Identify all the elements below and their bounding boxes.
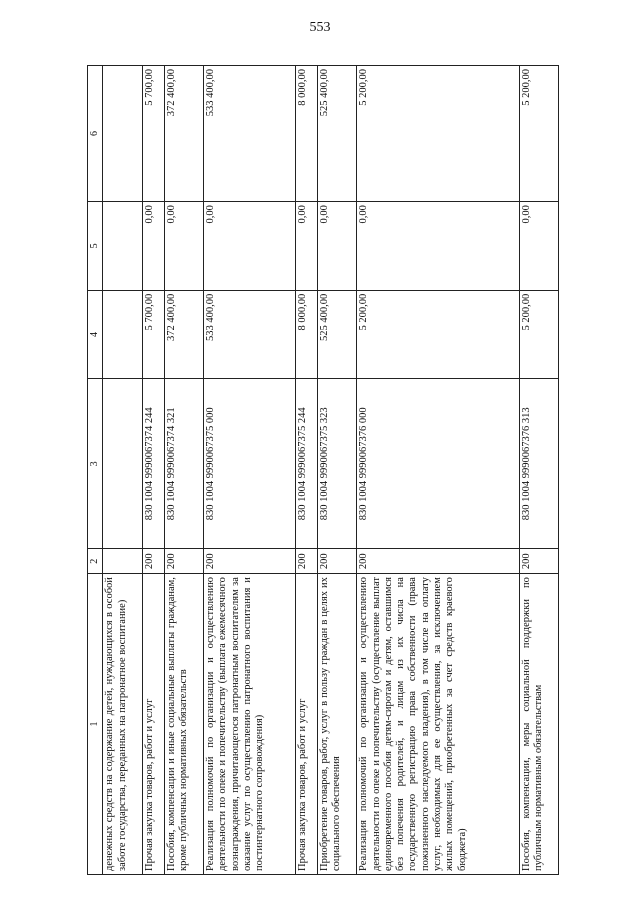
row-amount-col6-cell bbox=[103, 66, 142, 202]
row-name-cell: Прочая закупка товаров, работ и услуг bbox=[142, 574, 164, 875]
table-row bbox=[142, 66, 164, 875]
row-amount-col6-cell: 533 400,00 bbox=[203, 66, 295, 202]
row-name-cell: Реализация полномочий по организации и осуществлению деятельности по опеке и попечительству (осуществление выплат единовременного пособия детям-сиротам и детям, оставшимся без попечения родителей, и лицам из их числа на государственную регистрацию права собственности (права пожизненного наследуемого владения), в том числе на оплату услуг, необходимых для ее осуществления, за исключением жилых помещений, приобретенных за счет средств краевого бюджета) bbox=[357, 574, 519, 875]
row-amount-col6-cell: 5 700,00 bbox=[142, 66, 164, 202]
row-code-cell: 200 bbox=[164, 549, 203, 574]
row-amount-col5-cell: 0,00 bbox=[164, 202, 203, 291]
row-name-cell: Пособия, компенсации и иные социальные выплаты гражданам, кроме публичных нормативных обязательств bbox=[164, 574, 203, 875]
row-amount-col4-cell: 8 000,00 bbox=[295, 290, 317, 379]
row-code-cell: 200 bbox=[203, 549, 295, 574]
row-kbk-cell: 830 1004 9990067376 000 bbox=[357, 379, 519, 549]
table-row bbox=[357, 66, 519, 875]
row-amount-col4-cell bbox=[103, 290, 142, 379]
row-amount-col4-cell: 525 400,00 bbox=[317, 290, 356, 379]
row-amount-col5-cell: 0,00 bbox=[142, 202, 164, 291]
column-header-2: 2 bbox=[88, 549, 103, 574]
row-amount-col6-cell: 8 000,00 bbox=[295, 66, 317, 202]
row-code-cell: 200 bbox=[142, 549, 164, 574]
row-code-cell: 200 bbox=[519, 549, 558, 574]
column-header-3: 3 bbox=[88, 379, 103, 549]
table-header-row bbox=[88, 66, 103, 875]
budget-table bbox=[87, 65, 559, 875]
row-name-cell: Прочая закупка товаров, работ и услуг bbox=[295, 574, 317, 875]
row-name-cell: Реализация полномочий по организации и осуществлению деятельности по опеке и попечительству (выплата ежемесячного вознаграждения, причитающегося патронатным воспитателям за оказание услуг по осуществлению патронатного воспитания и постинтернатного сопровождения) bbox=[203, 574, 295, 875]
row-amount-col4-cell: 5 200,00 bbox=[519, 290, 558, 379]
table-row bbox=[203, 66, 295, 875]
table-row bbox=[295, 66, 317, 875]
rotated-table-wrapper bbox=[87, 65, 559, 875]
row-kbk-cell: 830 1004 9990067376 313 bbox=[519, 379, 558, 549]
row-kbk-cell: 830 1004 9990067374 321 bbox=[164, 379, 203, 549]
row-code-cell: 200 bbox=[317, 549, 356, 574]
row-kbk-cell: 830 1004 9990067375 323 bbox=[317, 379, 356, 549]
row-code-cell: 200 bbox=[357, 549, 519, 574]
row-amount-col6-cell: 525 400,00 bbox=[317, 66, 356, 202]
row-amount-col5-cell: 0,00 bbox=[295, 202, 317, 291]
row-kbk-cell: 830 1004 9990067375 244 bbox=[295, 379, 317, 549]
row-amount-col5-cell: 0,00 bbox=[317, 202, 356, 291]
budget-table-grid bbox=[87, 65, 559, 875]
row-code-cell: 200 bbox=[295, 549, 317, 574]
row-name-cell: Пособия, компенсации, меры социальной поддержки по публичным нормативным обязательствам bbox=[519, 574, 558, 875]
row-amount-col4-cell: 5 200,00 bbox=[357, 290, 519, 379]
row-code-cell bbox=[103, 549, 142, 574]
row-amount-col4-cell: 5 700,00 bbox=[142, 290, 164, 379]
row-amount-col6-cell: 372 400,00 bbox=[164, 66, 203, 202]
row-amount-col4-cell: 533 400,00 bbox=[203, 290, 295, 379]
row-kbk-cell bbox=[103, 379, 142, 549]
table-row bbox=[103, 66, 142, 875]
row-amount-col5-cell bbox=[103, 202, 142, 291]
table-row bbox=[519, 66, 558, 875]
page-number: 553 bbox=[309, 20, 331, 35]
column-header-6: 6 bbox=[88, 66, 103, 202]
row-name-cell: денежных средств на содержание детей, нуждающихся в особой заботе государства, переданных на патронатное воспитание) bbox=[103, 574, 142, 875]
table-row bbox=[317, 66, 356, 875]
column-header-1: 1 bbox=[88, 574, 103, 875]
row-amount-col5-cell: 0,00 bbox=[519, 202, 558, 291]
column-header-5: 5 bbox=[88, 202, 103, 291]
row-name-cell: Приобретение товаров, работ, услуг в пользу граждан в целях их социального обеспечения bbox=[317, 574, 356, 875]
row-amount-col4-cell: 372 400,00 bbox=[164, 290, 203, 379]
row-amount-col6-cell: 5 200,00 bbox=[357, 66, 519, 202]
row-kbk-cell: 830 1004 9990067375 000 bbox=[203, 379, 295, 549]
row-amount-col6-cell: 5 200,00 bbox=[519, 66, 558, 202]
row-kbk-cell: 830 1004 9990067374 244 bbox=[142, 379, 164, 549]
column-header-4: 4 bbox=[88, 290, 103, 379]
row-amount-col5-cell: 0,00 bbox=[203, 202, 295, 291]
table-row bbox=[164, 66, 203, 875]
row-amount-col5-cell: 0,00 bbox=[357, 202, 519, 291]
